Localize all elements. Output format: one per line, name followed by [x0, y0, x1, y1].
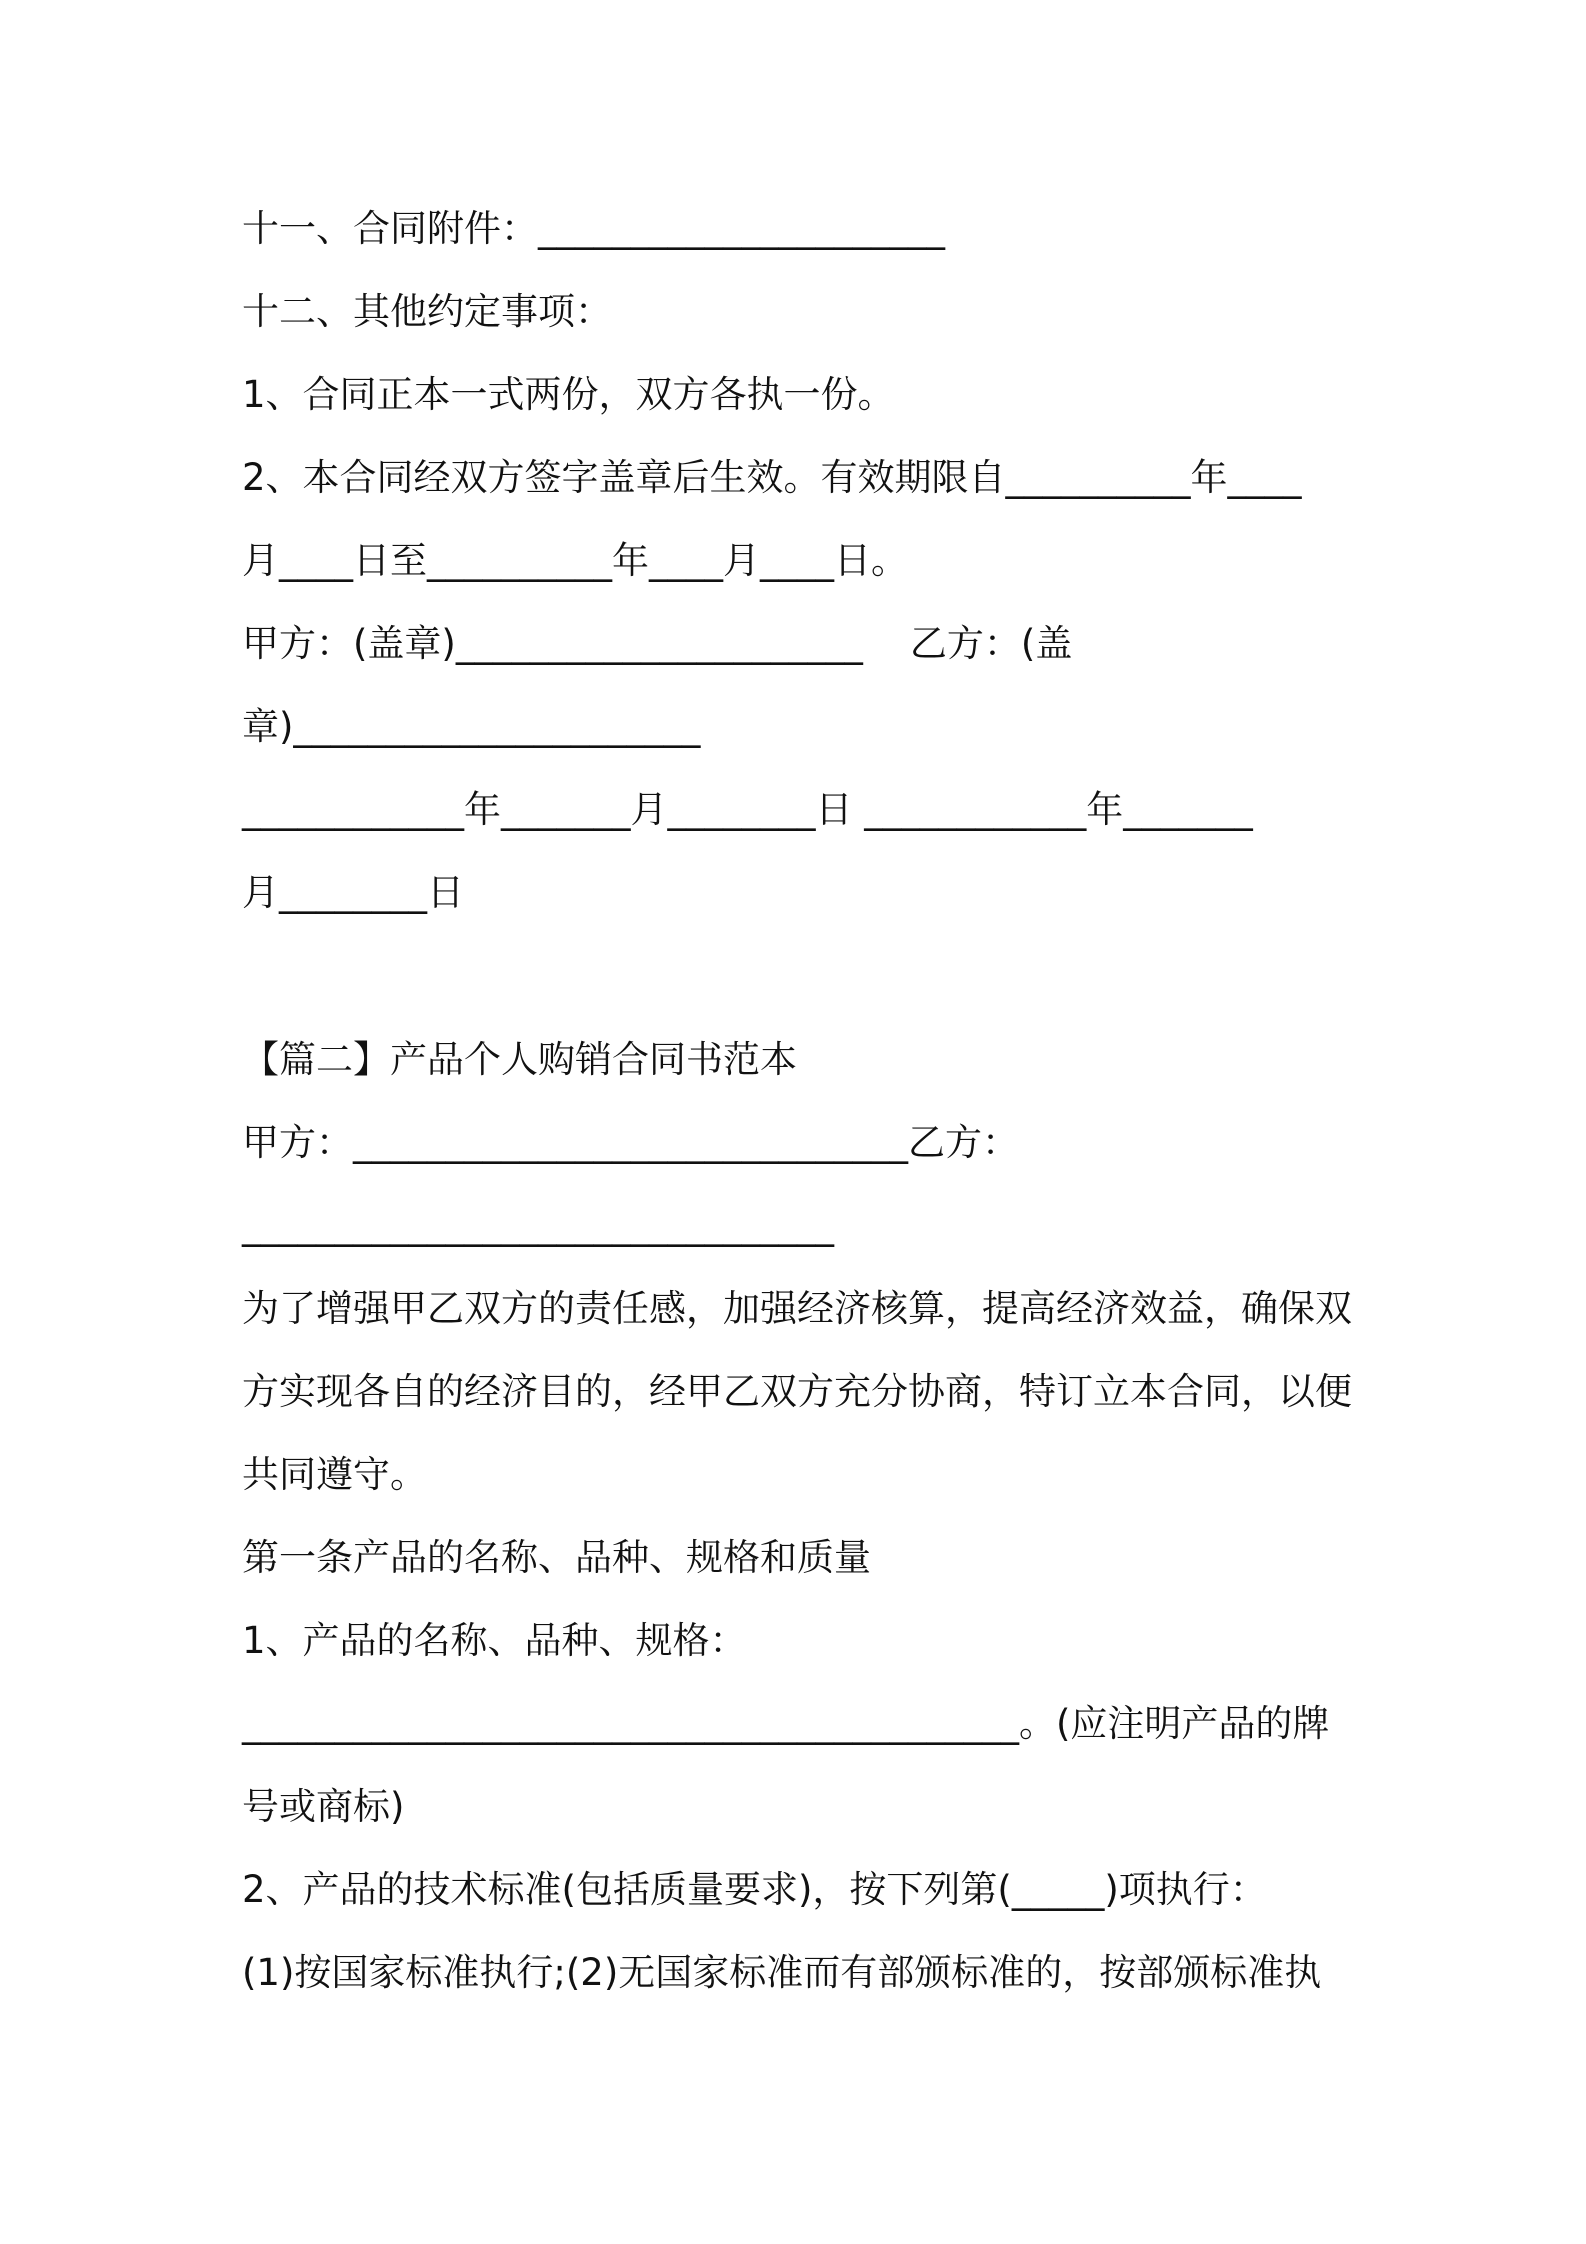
- preamble-line-3: 共同遵守。: [242, 1453, 427, 1496]
- article-1-heading: 第一条产品的名称、品种、规格和质量: [242, 1536, 871, 1579]
- parties-line-2: ________________________________: [242, 1204, 834, 1247]
- item-2-validity-line-1: 2、本合同经双方签字盖章后生效。有效期限自__________年____: [242, 456, 1302, 499]
- item-2-validity-line-2: 月____日至__________年____月____日。: [242, 539, 908, 582]
- article-1-item-2: 2、产品的技术标准(包括质量要求)，按下列第(_____)项执行：: [242, 1868, 1267, 1911]
- parties-line-1: 甲方：______________________________乙方：: [242, 1121, 1019, 1164]
- preamble-line-2: 方实现各自的经济目的，经甲乙双方充分协商，特订立本合同，以便: [242, 1370, 1352, 1413]
- article-1-item-2-options: (1)按国家标准执行;(2)无国家标准而有部颁标准的，按部颁标准执: [242, 1951, 1322, 1994]
- clause-11-attachments: 十一、合同附件：______________________: [242, 207, 945, 250]
- clause-12-heading: 十二、其他约定事项：: [242, 290, 612, 333]
- item-1-copies: 1、合同正本一式两份，双方各执一份。: [242, 373, 895, 416]
- article-1-item-1: 1、产品的名称、品种、规格：: [242, 1619, 747, 1662]
- preamble-line-1: 为了增强甲乙双方的责任感，加强经济核算，提高经济效益，确保双: [242, 1287, 1352, 1330]
- party-seals-line-2: 章)______________________: [242, 705, 701, 748]
- party-seals-line-1: 甲方：(盖章)______________________ 乙方：(盖: [242, 622, 1073, 665]
- article-1-item-1-note: 号或商标): [242, 1785, 405, 1828]
- signature-date-line-1: ____________年_______月________日 ____________年_______: [242, 788, 1253, 831]
- article-1-item-1-blank: __________________________________________。(应注明产品的牌: [242, 1702, 1330, 1745]
- signature-date-line-2: 月________日: [242, 871, 464, 914]
- section-title-part-two: 【篇二】产品个人购销合同书范本: [242, 1038, 797, 1081]
